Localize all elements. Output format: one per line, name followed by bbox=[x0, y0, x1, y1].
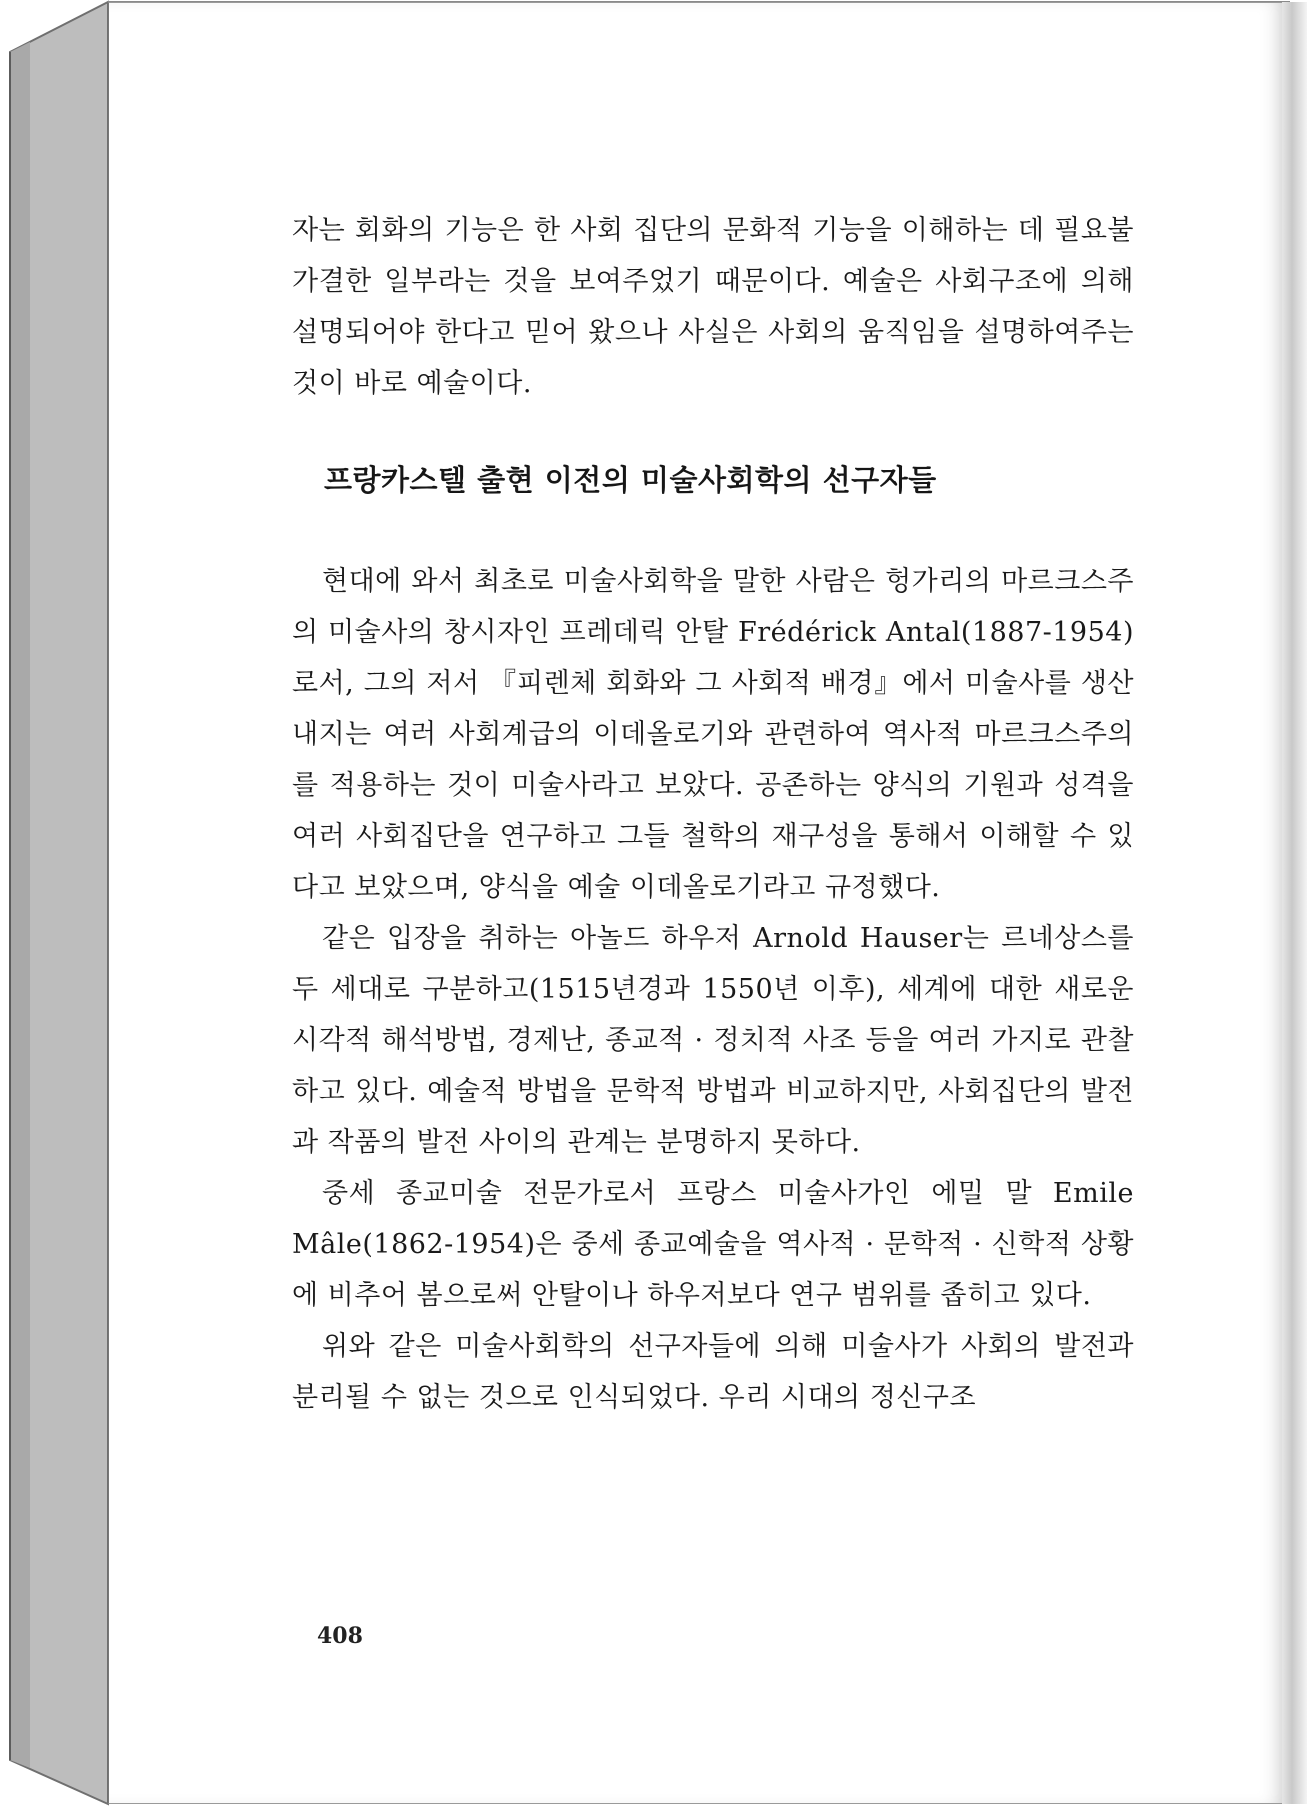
body-paragraph-antal: 현대에 와서 최초로 미술사회학을 말한 사람은 헝가리의 마르크스주의 미술사의 창시자인 프레데릭 안탈 Frédérick Antal(1887-1954)로서, 그의 저서 『피렌체 회화와 그 사회적 배경』에서 미술사를 생산 내지는 여러 사회계급의 이데올로기와 관련하여 역사적 마르크스주의를 적용하는 것이 미술사라고 보았다. 공존하는 양식의 기원과 성격을 여러 사회집단을 연구하고 그들 철학의 재구성을 통해서 이해할 수 있다고 보았으며, 양식을 예술 이데올로기라고 규정했다. bbox=[292, 566, 1134, 903]
page-number: 408 bbox=[317, 1623, 363, 1649]
body-paragraph-hauser: 같은 입장을 취하는 아놀드 하우저 Arnold Hauser는 르네상스를 두 세대로 구분하고(1515년경과 1550년 이후), 세계에 대한 새로운 시각적 해석방법, 경제난, 종교적 · 정치적 사조 등을 여러 가지로 관찰하고 있다. 예술적 방법을 문학적 방법과 비교하지만, 사회집단의 발전과 작품의 발전 사이의 관계는 분명하지 못하다. bbox=[292, 923, 1134, 1158]
body-paragraph-conclusion: 위와 같은 미술사회학의 선구자들에 의해 미술사가 사회의 발전과 분리될 수 없는 것으로 인식되었다. 우리 시대의 정신구조 bbox=[292, 1331, 1134, 1413]
spacer bbox=[292, 409, 1134, 455]
section-heading: 프랑카스텔 출현 이전의 미술사회학의 선구자들 bbox=[324, 463, 937, 497]
intro-paragraph: 자는 회화의 기능은 한 사회 집단의 문화적 기능을 이해하는 데 필요불가결한 일부라는 것을 보여주었기 때문이다. 예술은 사회구조에 의해 설명되어야 한다고 믿어 왔으나 사실은 사회의 움직임을 설명하여주는 것이 바로 예술이다. bbox=[292, 215, 1134, 399]
page-edge-shadow bbox=[1282, 2, 1307, 1804]
spacer bbox=[292, 506, 1134, 556]
body-paragraph-male: 중세 종교미술 전문가로서 프랑스 미술사가인 에밀 말 Emile Mâle(1862-1954)은 중세 종교예술을 역사적 · 문학적 · 신학적 상황에 비추어 봄으로써 안탈이나 하우저보다 연구 범위를 좁히고 있다. bbox=[292, 1178, 1134, 1311]
page-body bbox=[292, 205, 1134, 1423]
